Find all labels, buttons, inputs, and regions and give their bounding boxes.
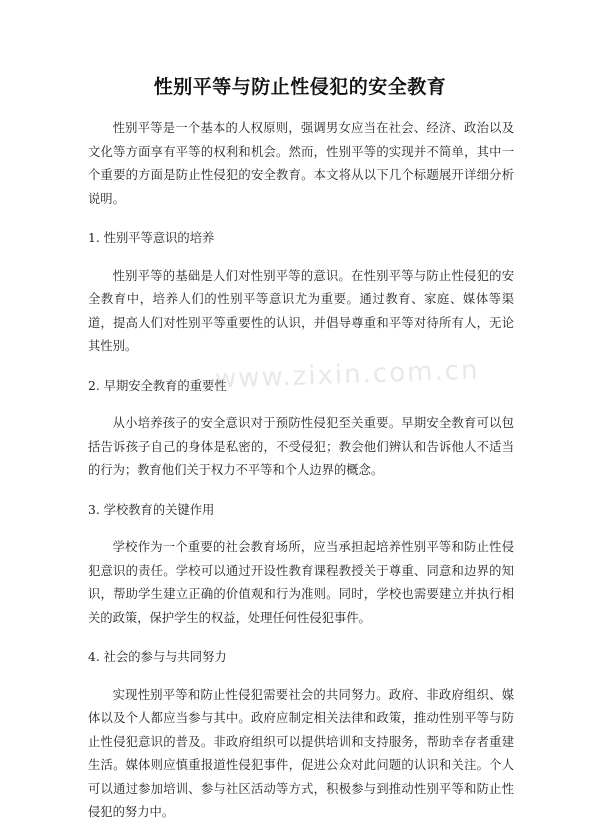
section-heading-1: 1. 性别平等意识的培养 xyxy=(88,231,215,245)
intro-paragraph: 性别平等是一个基本的人权原则，强调男女应当在社会、经济、政治以及文化等方面享有平等的权利和机会。然而，性别平等的实现并不简单，其中一个重要的方面是防止性侵犯的安全教育。本文将从以下几个标题展开详细分析说明。 xyxy=(88,121,514,206)
watermark: www.zixin.com.cn xyxy=(214,355,480,395)
section-body-4: 实现性别平等和防止性侵犯需要社会的共同努力。政府、非政府组织、媒体以及个人都应当参与其中。政府应制定相关法律和政策，推动性别平等与防止性侵犯意识的普及。非政府组织可以提供培训和支持服务，帮助幸存者重建生活。媒体则应慎重报道性侵犯事件，促进公众对此问题的认识和关注。个人可以通过参加培训、参与社区活动等方式，积极参与到推动性别平等和防止性侵犯的努力中。 xyxy=(88,687,514,819)
section-heading-4: 4. 社会的参与与共同努力 xyxy=(88,650,227,664)
section-body-2: 从小培养孩子的安全意识对于预防性侵犯至关重要。早期安全教育可以包括告诉孩子自己的身体是私密的，不受侵犯；教会他们辨认和告诉他人不适当的行为；教育他们关于权力不平等和个人边界的概念。 xyxy=(88,416,514,477)
section-body-1: 性别平等的基础是人们对性别平等的意识。在性别平等与防止性侵犯的安全教育中，培养人们的性别平等意识尤为重要。通过教育、家庭、媒体等渠道，提高人们对性别平等重要性的认识，并倡导尊重和平等对待所有人，无论其性别。 xyxy=(88,268,514,353)
document-title: 性别平等与防止性侵犯的安全教育 xyxy=(153,76,447,98)
document-body xyxy=(88,117,514,825)
section-heading-3: 3. 学校教育的关键作用 xyxy=(88,502,215,517)
section-body-3: 学校作为一个重要的社会教育场所，应当承担起培养性别平等和防止性侵犯意识的责任。学校可以通过开设性教育课程教授关于尊重、同意和边界的知识，帮助学生建立正确的价值观和行为准则。同时，学校也需要建立并执行相关的政策，保护学生的权益，处理任何性侵犯事件。 xyxy=(88,540,514,625)
section-heading-2: 2. 早期安全教育的重要性 xyxy=(88,378,227,393)
